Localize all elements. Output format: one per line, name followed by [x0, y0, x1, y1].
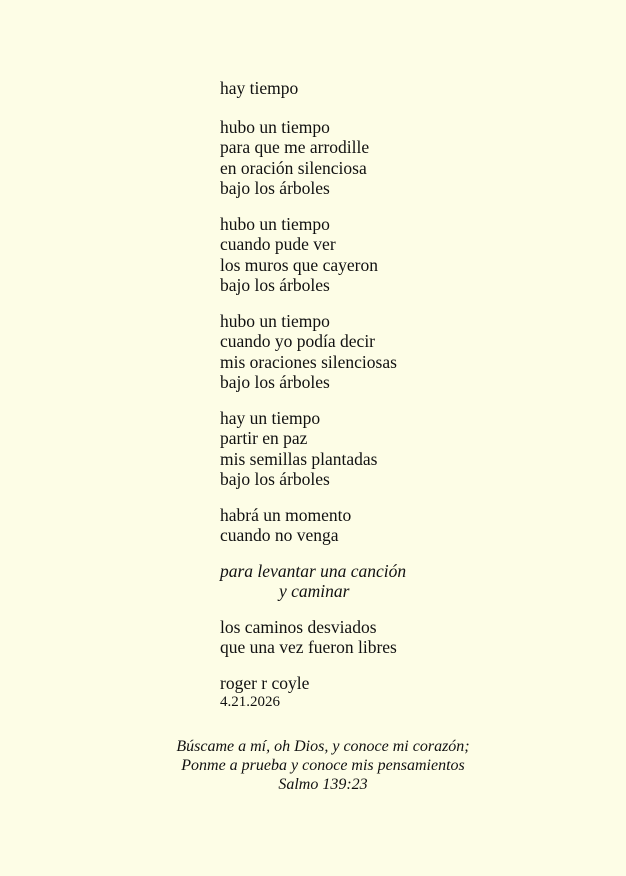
stanza-5	[220, 505, 600, 546]
poem-line: mis semillas plantadas	[220, 448, 378, 469]
poem-line: partir en paz	[220, 428, 308, 448]
poem-line: bajo los árboles	[220, 178, 330, 198]
stanza-7	[220, 617, 600, 658]
verse-line: Ponme a prueba y conoce mis pensamientos	[181, 757, 465, 774]
verse-line: Búscame a mí, oh Dios, y conoce mi corazón;	[176, 738, 470, 755]
poem-line: los muros que cayeron	[220, 254, 378, 275]
poem-line: cuando yo podía decir	[220, 331, 376, 351]
poem-line: y caminar	[279, 581, 350, 601]
poem-line: hubo un tiempo	[220, 213, 330, 234]
signature	[220, 673, 600, 713]
stanza-6	[220, 561, 600, 602]
poem-line: en oración silenciosa	[220, 157, 367, 178]
poem-line: bajo los árboles	[220, 372, 330, 392]
author-name: roger r coyle	[220, 672, 310, 693]
poem-line: hay un tiempo	[220, 407, 321, 428]
poem-line: cuando pude ver	[220, 234, 336, 254]
poem-line: que una vez fueron libres	[220, 637, 397, 657]
poem-line: los caminos desviados	[220, 616, 377, 637]
poem-line: bajo los árboles	[220, 275, 330, 295]
poem-date: 4.21.2026	[220, 694, 280, 710]
poem-line: para que me arrodille	[220, 137, 370, 157]
poem-line: mis oraciones silenciosas	[220, 351, 397, 372]
poem	[220, 78, 600, 712]
poem-line: hubo un tiempo	[220, 116, 330, 137]
poem-line: para levantar una canción	[220, 560, 407, 581]
stanza-1	[220, 117, 600, 199]
stanza-2	[220, 214, 600, 296]
poem-line: habrá un momento	[220, 504, 352, 525]
scripture-verse	[0, 737, 626, 794]
poem-title: hay tiempo	[220, 78, 299, 98]
stanza-4	[220, 408, 600, 490]
verse-reference: Salmo 139:23	[278, 776, 368, 793]
poem-line: cuando no venga	[220, 525, 339, 545]
poem-line: bajo los árboles	[220, 469, 330, 489]
poem-line: hubo un tiempo	[220, 310, 330, 331]
stanza-3	[220, 311, 600, 393]
